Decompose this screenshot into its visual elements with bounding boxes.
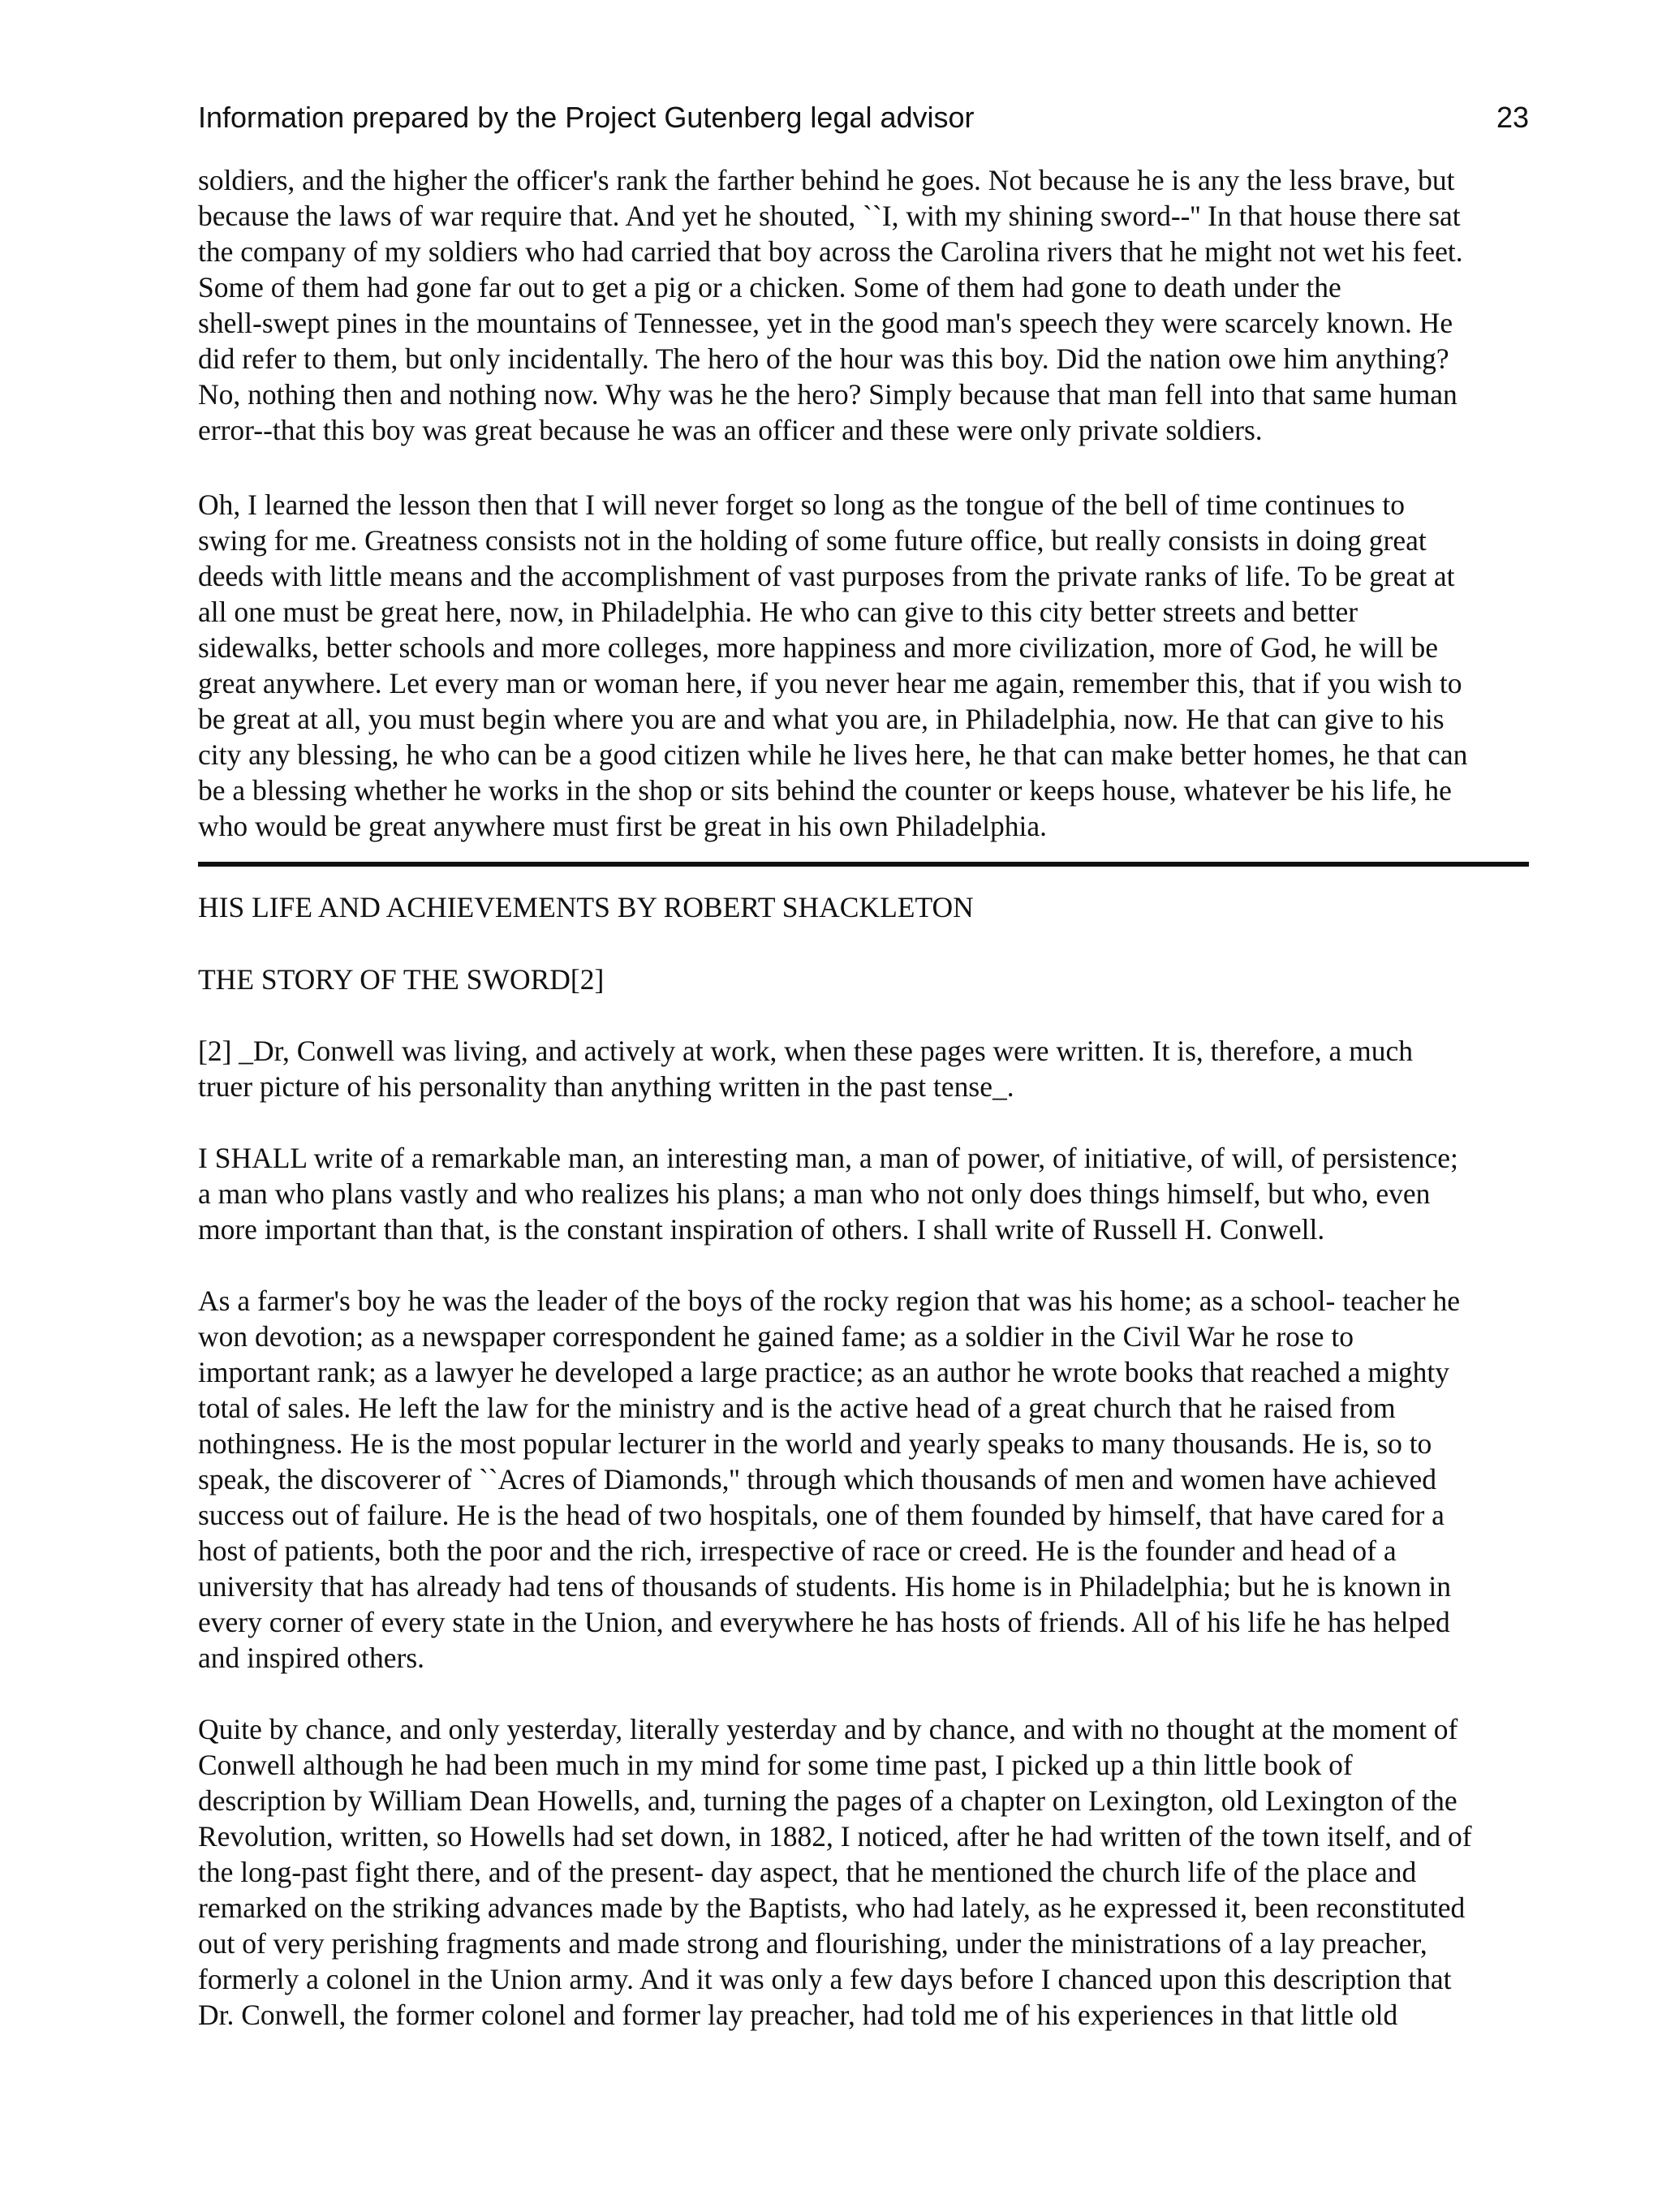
page-number: 23 <box>1496 101 1529 134</box>
paragraph-introduction: I SHALL write of a remarkable man, an interesting man, a man of power, of initiative, of will, of persistence; a man who plans vastly and who realizes his plans; a man who not only does things himself, but who, even more important than that, is the constant inspiration of others. I shall write of Russell H. Conwell. <box>198 1142 1458 1246</box>
chapter-heading: THE STORY OF THE SWORD[2] <box>198 963 605 996</box>
page-header <box>198 97 1529 138</box>
section-divider <box>198 862 1529 867</box>
paragraph-lesson: Oh, I learned the lesson then that I will never forget so long as the tongue of the bell of time continues to swing for me. Greatness consists not in the holding of some future office, but really consists in doing great deeds with little means and the accomplishment of vast purposes from the private ranks of life. To be great at all one must be great here, now, in Philadelphia. He who can give to this city better streets and better sidewalks, better schools and more colleges, more happiness and more civilization, more of God, he will be great anywhere. Let every man or woman here, if you never hear me again, remember this, that if you wish to be great at all, you must begin where you are and what you are, in Philadelphia, now. He that can give to his city any blessing, he who can be a good citizen while he lives here, he that can make better homes, he that can be a blessing whether he works in the shop or sits behind the counter or keeps house, whatever be his life, he who would be great anywhere must first be great in his own Philadelphia. <box>198 488 1468 842</box>
footnote: [2] _Dr, Conwell was living, and actively at work, when these pages were written. It is, therefore, a much truer picture of his personality than anything written in the past tense_. <box>198 1035 1413 1103</box>
paragraph-howells: Quite by chance, and only yesterday, literally yesterday and by chance, and with no thought at the moment of Conwell although he had been much in my mind for some time past, I picked up a thin little book of description by William Dean Howells, and, turning the pages of a chapter on Lexington, old Lexington of the Revolution, written, so Howells had set down, in 1882, I noticed, after he had written of the town itself, and of the long-past fight there, and of the present- day aspect, that he mentioned the church life of the place and remarked on the striking advances made by the Baptists, who had lately, as he expressed it, been reconstituted out of very perishing fragments and made strong and flourishing, under the ministrations of a lay preacher, formerly a colonel in the Union army. And it was only a few days before I chanced upon this description that Dr. Conwell, the former colonel and former lay preacher, had told me of his experiences in that little old <box>198 1713 1472 2031</box>
section-heading: HIS LIFE AND ACHIEVEMENTS BY ROBERT SHACKLETON <box>198 891 974 923</box>
header-title: Information prepared by the Project Gutenberg legal advisor <box>198 101 975 134</box>
paragraph-biography: As a farmer's boy he was the leader of the boys of the rocky region that was his home; as a school- teacher he won devotion; as a newspaper correspondent he gained fame; as a soldier in the Civil War he rose to important rank; as a lawyer he developed a large practice; as an author he wrote books that reached a mighty total of sales. He left the law for the ministry and is the active head of a great church that he raised from nothingness. He is the most popular lecturer in the world and yearly speaks to many thousands. He is, so to speak, the discoverer of ``Acres of Diamonds,'' through which thousands of men and women have achieved success out of failure. He is the head of two hospitals, one of them founded by himself, that have cared for a host of patients, both the poor and the rich, irrespective of race or creed. He is the founder and head of a university that has already had tens of thousands of students. His home is in Philadelphia; but he is known in every corner of every state in the Union, and everywhere he has hosts of friends. All of his life he has helped and inspired others. <box>198 1285 1461 1674</box>
document-page <box>198 0 1529 2212</box>
paragraph-soldiers: soldiers, and the higher the officer's rank the farther behind he goes. Not because he is any the less brave, but because the laws of war require that. And yet he shouted, ``I, with my shining sword--'' In that house there sat the company of my soldiers who had carried that boy across the Carolina rivers that he might not wet his feet. Some of them had gone far out to get a pig or a chicken. Some of them had gone to death under the shell-swept pines in the mountains of Tennessee, yet in the good man's speech they were scarcely known. He did refer to them, but only incidentally. The hero of the hour was this boy. Did the nation owe him anything? No, nothing then and nothing now. Why was he the hero? Simply because that man fell into that same human error--that this boy was great because he was an officer and these were only private soldiers. <box>198 164 1463 446</box>
